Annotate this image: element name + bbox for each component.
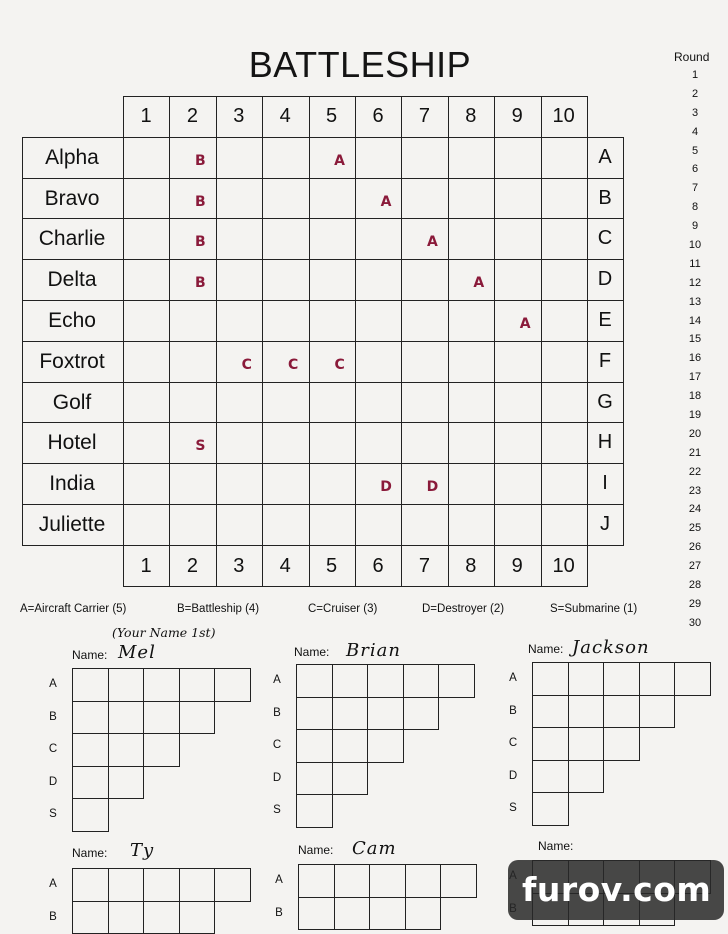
- ship-mark: A: [317, 153, 363, 169]
- round-number: 1: [680, 66, 710, 85]
- grid-cell[interactable]: [262, 300, 309, 342]
- grid-cell[interactable]: [309, 382, 356, 424]
- grid-cell[interactable]: [262, 178, 309, 220]
- player-board-cell[interactable]: [405, 864, 442, 898]
- player-board-row-label: B: [272, 907, 286, 919]
- player-board-cell[interactable]: [332, 729, 369, 763]
- column-number: 7: [401, 105, 447, 128]
- legend-item: S=Submarine (1): [550, 603, 637, 615]
- ship-mark: B: [177, 194, 223, 210]
- player-name-value[interactable]: Cam: [352, 838, 397, 859]
- player-name-value[interactable]: Ty: [130, 840, 154, 861]
- ship-mark: A: [409, 234, 455, 250]
- column-number: 1: [123, 105, 169, 128]
- player-board-row-label: D: [270, 772, 284, 784]
- row-letter: A: [587, 146, 623, 169]
- player-board-cell[interactable]: [369, 864, 406, 898]
- player-board-cell[interactable]: [332, 762, 369, 796]
- row-label: Juliette: [22, 513, 122, 537]
- player-board-cell[interactable]: [403, 697, 440, 731]
- round-number: 21: [680, 444, 710, 463]
- grid-cell[interactable]: [262, 422, 309, 464]
- round-number: 2: [680, 85, 710, 104]
- round-number: 23: [680, 482, 710, 501]
- player-name-value[interactable]: Mel: [118, 642, 156, 663]
- grid-cell[interactable]: [123, 422, 170, 464]
- grid-cell[interactable]: [541, 137, 588, 179]
- player-board-row-label: A: [272, 874, 286, 886]
- player-board-row-label: B: [506, 705, 520, 717]
- player-board-row-label: S: [46, 808, 60, 820]
- round-number: 27: [680, 557, 710, 576]
- ship-mark: S: [177, 438, 223, 454]
- grid-cell[interactable]: [541, 422, 588, 464]
- row-label: Echo: [22, 309, 122, 333]
- row-letter: C: [587, 227, 623, 250]
- player-board-cell[interactable]: [296, 729, 333, 763]
- grid-cell[interactable]: [494, 178, 541, 220]
- player-board-row-label: C: [506, 737, 520, 749]
- player-board-cell[interactable]: [403, 664, 440, 698]
- ship-mark: B: [177, 234, 223, 250]
- player-name-label: Name:: [538, 839, 573, 853]
- player-board-row-label: A: [46, 678, 60, 690]
- watermark-badge: [508, 860, 724, 920]
- player-board-cell[interactable]: [72, 798, 109, 832]
- player-board-cell[interactable]: [108, 733, 145, 767]
- player-board-cell[interactable]: [296, 697, 333, 731]
- ship-mark: A: [363, 194, 409, 210]
- grid-cell[interactable]: [355, 422, 402, 464]
- player-board-row-label: A: [506, 672, 520, 684]
- player-board-row-label: C: [270, 739, 284, 751]
- grid-cell[interactable]: [309, 463, 356, 505]
- column-number: 8: [448, 105, 494, 128]
- ship-mark: D: [409, 479, 455, 495]
- player-board-row-label: A: [46, 878, 60, 890]
- grid-cell[interactable]: [355, 382, 402, 424]
- row-letter: F: [587, 350, 623, 373]
- grid-cell[interactable]: [401, 504, 448, 546]
- player-board-cell[interactable]: [369, 897, 406, 931]
- round-number: 29: [680, 595, 710, 614]
- row-label: Alpha: [22, 146, 122, 170]
- round-number: 16: [680, 349, 710, 368]
- grid-cell[interactable]: [216, 382, 263, 424]
- grid-cell[interactable]: [541, 218, 588, 260]
- player-board-cell[interactable]: [108, 668, 145, 702]
- player-board-cell[interactable]: [108, 701, 145, 735]
- player-board-cell[interactable]: [179, 868, 216, 902]
- player-board-cell[interactable]: [532, 662, 569, 696]
- player-name-label: Name:: [72, 648, 107, 662]
- row-label: Foxtrot: [22, 350, 122, 374]
- player-board-cell[interactable]: [438, 664, 475, 698]
- grid-cell[interactable]: [123, 259, 170, 301]
- player-board-row-label: D: [506, 770, 520, 782]
- grid-cell[interactable]: [169, 504, 216, 546]
- grid-cell[interactable]: [123, 341, 170, 383]
- grid-cell[interactable]: [123, 463, 170, 505]
- round-number: 6: [680, 160, 710, 179]
- grid-cell[interactable]: [448, 504, 495, 546]
- player-board-row-label: S: [270, 804, 284, 816]
- grid-cell[interactable]: [401, 341, 448, 383]
- column-number: 2: [169, 555, 215, 578]
- player-board-cell[interactable]: [143, 733, 180, 767]
- round-number: 3: [680, 104, 710, 123]
- round-number: 30: [680, 614, 710, 633]
- player-board-cell[interactable]: [143, 868, 180, 902]
- player-board-cell[interactable]: [367, 697, 404, 731]
- column-number: 6: [355, 105, 401, 128]
- round-number: 22: [680, 463, 710, 482]
- grid-cell[interactable]: [494, 137, 541, 179]
- player-board-cell[interactable]: [72, 868, 109, 902]
- grid-cell[interactable]: [541, 259, 588, 301]
- player-board-cell[interactable]: [214, 868, 251, 902]
- round-number: 18: [680, 387, 710, 406]
- row-letter: I: [587, 472, 623, 495]
- grid-cell[interactable]: [355, 259, 402, 301]
- player-board-cell[interactable]: [332, 664, 369, 698]
- player-board-row-label: B: [46, 911, 60, 923]
- player-board-cell[interactable]: [603, 662, 640, 696]
- ship-mark: D: [363, 479, 409, 495]
- grid-cell[interactable]: [123, 178, 170, 220]
- player-board-cell[interactable]: [72, 766, 109, 800]
- player-board-cell[interactable]: [179, 701, 216, 735]
- row-label: Charlie: [22, 227, 122, 251]
- player-name-label: Name:: [528, 642, 563, 656]
- watermark-text: furov.com: [522, 870, 711, 909]
- player-board-row-label: S: [506, 802, 520, 814]
- grid-cell[interactable]: [448, 137, 495, 179]
- player-board-cell[interactable]: [296, 794, 333, 828]
- grid-cell[interactable]: [448, 422, 495, 464]
- grid-cell[interactable]: [216, 300, 263, 342]
- player-board-cell[interactable]: [214, 668, 251, 702]
- column-number: 4: [262, 105, 308, 128]
- player-board-cell[interactable]: [532, 695, 569, 729]
- player-board-cell[interactable]: [674, 662, 711, 696]
- player-board-cell[interactable]: [532, 792, 569, 826]
- round-number: 13: [680, 293, 710, 312]
- row-letter: B: [587, 187, 623, 210]
- ship-mark: B: [177, 153, 223, 169]
- round-number: 25: [680, 519, 710, 538]
- column-number: 1: [123, 555, 169, 578]
- row-label: India: [22, 472, 122, 496]
- grid-cell[interactable]: [169, 463, 216, 505]
- player-name-value[interactable]: Jackson: [572, 637, 650, 658]
- grid-cell[interactable]: [262, 382, 309, 424]
- player-board-cell[interactable]: [298, 897, 335, 931]
- grid-cell[interactable]: [309, 422, 356, 464]
- grid-cell[interactable]: [401, 259, 448, 301]
- your-name-first-note: (Your Name 1st): [112, 625, 215, 640]
- ship-mark: B: [177, 275, 223, 291]
- player-board-cell[interactable]: [603, 727, 640, 761]
- grid-cell[interactable]: [494, 504, 541, 546]
- player-board-cell[interactable]: [367, 729, 404, 763]
- grid-cell[interactable]: [355, 300, 402, 342]
- column-number: 3: [216, 105, 262, 128]
- round-number-list: [680, 66, 710, 633]
- grid-cell[interactable]: [262, 463, 309, 505]
- grid-cell[interactable]: [216, 463, 263, 505]
- round-number: 24: [680, 500, 710, 519]
- round-number: 12: [680, 274, 710, 293]
- player-board-cell[interactable]: [143, 668, 180, 702]
- grid-cell[interactable]: [309, 218, 356, 260]
- grid-cell[interactable]: [541, 504, 588, 546]
- grid-cell[interactable]: [262, 137, 309, 179]
- column-number: 3: [216, 555, 262, 578]
- column-number: 7: [401, 555, 447, 578]
- ship-mark: A: [502, 316, 548, 332]
- player-board-cell[interactable]: [108, 901, 145, 934]
- grid-cell[interactable]: [401, 300, 448, 342]
- player-board-cell[interactable]: [179, 668, 216, 702]
- round-number: 17: [680, 368, 710, 387]
- column-number: 6: [355, 555, 401, 578]
- round-number: 11: [680, 255, 710, 274]
- grid-cell[interactable]: [262, 504, 309, 546]
- round-number: 4: [680, 123, 710, 142]
- legend-item: D=Destroyer (2): [422, 603, 504, 615]
- grid-cell[interactable]: [169, 341, 216, 383]
- grid-cell[interactable]: [494, 463, 541, 505]
- player-name-label: Name:: [298, 843, 333, 857]
- grid-cell[interactable]: [494, 341, 541, 383]
- row-letter: H: [587, 431, 623, 454]
- legend-item: C=Cruiser (3): [308, 603, 377, 615]
- grid-cell[interactable]: [309, 300, 356, 342]
- player-board-cell[interactable]: [532, 727, 569, 761]
- grid-cell[interactable]: [123, 382, 170, 424]
- player-board-row-label: A: [270, 674, 284, 686]
- player-board-cell[interactable]: [143, 901, 180, 934]
- player-board-row-label: C: [46, 743, 60, 755]
- player-board-cell[interactable]: [72, 901, 109, 934]
- grid-cell[interactable]: [494, 422, 541, 464]
- column-number: 9: [494, 105, 540, 128]
- row-label: Bravo: [22, 187, 122, 211]
- row-letter: J: [587, 513, 623, 536]
- column-number: 5: [309, 555, 355, 578]
- player-board-cell[interactable]: [334, 864, 371, 898]
- grid-cell[interactable]: [309, 178, 356, 220]
- player-board-cell[interactable]: [367, 664, 404, 698]
- grid-cell[interactable]: [401, 137, 448, 179]
- grid-cell[interactable]: [355, 218, 402, 260]
- round-number: 19: [680, 406, 710, 425]
- grid-cell[interactable]: [169, 300, 216, 342]
- grid-cell[interactable]: [123, 137, 170, 179]
- grid-cell[interactable]: [123, 504, 170, 546]
- grid-cell[interactable]: [494, 218, 541, 260]
- grid-cell[interactable]: [448, 178, 495, 220]
- player-board-row-label: B: [270, 707, 284, 719]
- grid-cell[interactable]: [448, 300, 495, 342]
- round-number: 9: [680, 217, 710, 236]
- grid-cell[interactable]: [123, 300, 170, 342]
- player-board-row-label: B: [46, 711, 60, 723]
- column-number: 10: [541, 105, 587, 128]
- row-label: Golf: [22, 391, 122, 415]
- column-number: 5: [309, 105, 355, 128]
- row-letter: D: [587, 268, 623, 291]
- ship-mark: C: [270, 357, 316, 373]
- player-board-cell[interactable]: [296, 762, 333, 796]
- player-name-value[interactable]: Brian: [346, 640, 401, 661]
- column-number: 8: [448, 555, 494, 578]
- round-number: 26: [680, 538, 710, 557]
- player-board-cell[interactable]: [108, 868, 145, 902]
- player-board-cell[interactable]: [639, 695, 676, 729]
- player-board-cell[interactable]: [332, 697, 369, 731]
- grid-cell[interactable]: [169, 382, 216, 424]
- grid-cell[interactable]: [494, 382, 541, 424]
- grid-cell[interactable]: [448, 341, 495, 383]
- column-number: 2: [169, 105, 215, 128]
- player-name-label: Name:: [294, 645, 329, 659]
- grid-cell[interactable]: [123, 218, 170, 260]
- player-board-cell[interactable]: [296, 664, 333, 698]
- row-letter: G: [587, 391, 623, 414]
- grid-cell[interactable]: [355, 504, 402, 546]
- row-label: Hotel: [22, 431, 122, 455]
- player-board-cell[interactable]: [334, 897, 371, 931]
- grid-cell[interactable]: [541, 341, 588, 383]
- round-number: 15: [680, 330, 710, 349]
- player-board-cell[interactable]: [72, 733, 109, 767]
- ship-mark: A: [456, 275, 502, 291]
- player-name-label: Name:: [72, 846, 107, 860]
- round-number: 20: [680, 425, 710, 444]
- round-number: 5: [680, 142, 710, 161]
- player-board-cell[interactable]: [532, 760, 569, 794]
- player-board-cell[interactable]: [143, 701, 180, 735]
- player-board-cell[interactable]: [568, 760, 605, 794]
- grid-cell[interactable]: [401, 382, 448, 424]
- column-number: 9: [494, 555, 540, 578]
- player-board-cell[interactable]: [108, 766, 145, 800]
- player-board-cell[interactable]: [298, 864, 335, 898]
- grid-cell[interactable]: [262, 218, 309, 260]
- legend-item: A=Aircraft Carrier (5): [20, 603, 126, 615]
- player-board-row-label: D: [46, 776, 60, 788]
- player-board-cell[interactable]: [603, 695, 640, 729]
- grid-cell[interactable]: [309, 259, 356, 301]
- ship-mark: C: [317, 357, 363, 373]
- round-header: Round: [674, 50, 709, 64]
- round-number: 10: [680, 236, 710, 255]
- grid-cell[interactable]: [309, 504, 356, 546]
- row-label: Delta: [22, 268, 122, 292]
- round-number: 14: [680, 312, 710, 331]
- row-letter: E: [587, 309, 623, 332]
- player-board-cell[interactable]: [179, 901, 216, 934]
- round-number: 8: [680, 198, 710, 217]
- grid-cell[interactable]: [541, 463, 588, 505]
- grid-cell[interactable]: [448, 382, 495, 424]
- player-board-cell[interactable]: [568, 662, 605, 696]
- grid-cell[interactable]: [216, 504, 263, 546]
- player-board-cell[interactable]: [568, 727, 605, 761]
- grid-cell[interactable]: [541, 382, 588, 424]
- player-board-cell[interactable]: [72, 701, 109, 735]
- player-board-cell[interactable]: [405, 897, 442, 931]
- grid-cell[interactable]: [541, 178, 588, 220]
- column-number: 10: [541, 555, 587, 578]
- ship-mark: C: [224, 357, 270, 373]
- grid-cell[interactable]: [401, 422, 448, 464]
- page-title: BATTLESHIP: [200, 44, 520, 86]
- player-board-cell[interactable]: [72, 668, 109, 702]
- column-number: 4: [262, 555, 308, 578]
- player-board-cell[interactable]: [440, 864, 477, 898]
- round-number: 7: [680, 179, 710, 198]
- grid-cell[interactable]: [262, 259, 309, 301]
- legend-item: B=Battleship (4): [177, 603, 259, 615]
- player-board-cell[interactable]: [568, 695, 605, 729]
- round-number: 28: [680, 576, 710, 595]
- player-board-cell[interactable]: [639, 662, 676, 696]
